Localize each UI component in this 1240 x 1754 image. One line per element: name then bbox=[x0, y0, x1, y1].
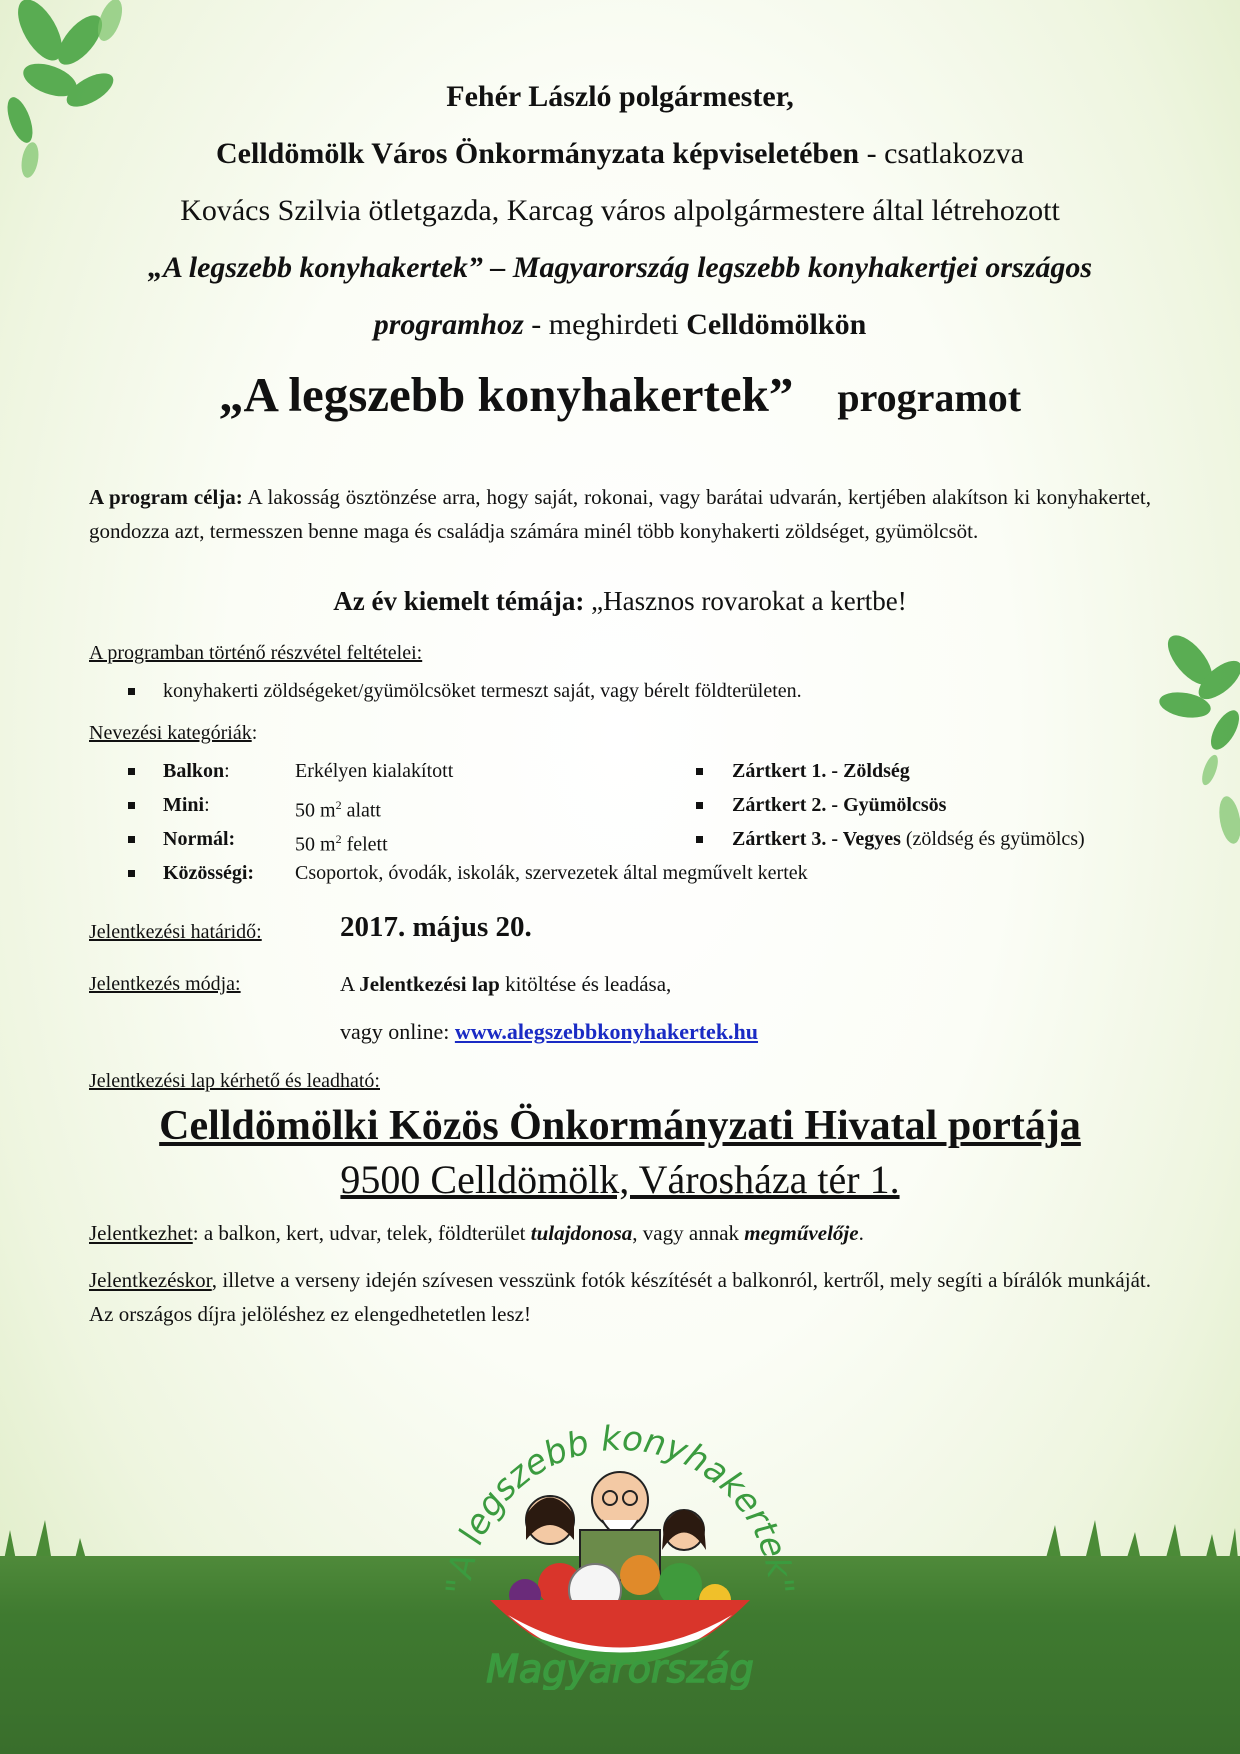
photos-paragraph: Jelentkezéskor, illetve a verseny idején szívesen vesszünk fotók készítését a balkonról, kertről, mely segíti a bírálók munkáját. Az országos díjra jelöléshez ez elengedhetetlen lesz! bbox=[89, 1268, 1151, 1326]
logo-arc-text: "A legszebb konyhakertek" bbox=[438, 1418, 802, 1596]
deadline-label: Jelentkezési határidő: bbox=[89, 921, 262, 943]
title-main: „A legszebb konyhakertek” bbox=[218, 367, 794, 422]
category-kozossegi: Közösségi: bbox=[163, 862, 255, 884]
bullet bbox=[128, 802, 135, 809]
bullet bbox=[128, 836, 135, 843]
header-block bbox=[89, 68, 1151, 353]
category-normal-desc: 50 $m^2$ felett bbox=[295, 832, 388, 856]
category-kozossegi-desc: Csoportok, óvodák, iskolák, szervezetek által megművelt kertek bbox=[295, 862, 808, 884]
page-title bbox=[89, 366, 1151, 436]
header-line-2: Celldömölk Város Önkormányzata képviseletében - csatlakozva bbox=[216, 137, 1024, 170]
theme-line: Az év kiemelt témája: „Hasznos rovarokat a kertbe! bbox=[333, 586, 907, 616]
pickup-label: Jelentkezési lap kérhető és leadható: bbox=[89, 1070, 380, 1092]
bullet bbox=[128, 870, 135, 877]
bullet bbox=[696, 802, 703, 809]
bullet bbox=[696, 768, 703, 775]
condition-item: konyhakerti zöldségeket/gyümölcsöket termeszt saját, vagy bérelt földterületen. bbox=[163, 680, 802, 702]
bullet bbox=[128, 688, 135, 695]
category-zartkert-1: Zártkert 1. - Zöldség bbox=[732, 760, 910, 782]
method-label: Jelentkezés módja: bbox=[89, 973, 241, 995]
online-line: vagy online: www.alegszebbkonyhakertek.hu bbox=[340, 1019, 759, 1044]
deadline-value: 2017. május 20. bbox=[340, 911, 532, 943]
goal-paragraph: A program célja: A lakosság ösztönzése arra, hogy saját, rokonai, vagy barátai udvarán, kertjében alakítson ki konyhakertet, gondozza azt, termesszen benne maga és családja számára minél több konyhakerti zöldséget, gyümölcsöt. bbox=[89, 485, 1152, 543]
method-text: A Jelentkezési lap kitöltése és leadása, bbox=[340, 972, 672, 996]
bullet bbox=[696, 836, 703, 843]
pickup-place: Celldömölki Közös Önkormányzati Hivatal portája bbox=[159, 1103, 1081, 1149]
pickup-address: 9500 Celldömölk, Városháza tér 1. bbox=[340, 1157, 900, 1202]
category-balkon-desc: Erkélyen kialakított bbox=[295, 760, 454, 782]
title-suffix: programot bbox=[837, 375, 1022, 420]
header-line-5: programhoz - meghirdeti Celldömölkön bbox=[373, 308, 867, 341]
bullet bbox=[128, 768, 135, 775]
header-line-1: Fehér László polgármester, bbox=[446, 80, 794, 113]
header-line-4: „A legszebb konyhakertek” – Magyarország legszebb konyhakertjei országos bbox=[147, 251, 1093, 284]
categories-label: Nevezési kategóriák: bbox=[89, 722, 258, 744]
program-logo bbox=[430, 1400, 810, 1690]
category-balkon: Balkon: bbox=[163, 760, 230, 782]
header-line-3: Kovács Szilvia ötletgazda, Karcag város alpolgármestere által létrehozott bbox=[180, 194, 1060, 227]
category-mini: Mini: bbox=[163, 794, 210, 816]
category-zartkert-2: Zártkert 2. - Gyümölcsös bbox=[732, 794, 947, 816]
website-link[interactable]: www.alegszebbkonyhakertek.hu bbox=[454, 1019, 759, 1044]
eligible-line: Jelentkezhet: a balkon, kert, udvar, telek, földterület tulajdonosa, vagy annak megművelője. bbox=[89, 1221, 864, 1245]
logo-bottom-text: Magyarország bbox=[486, 1647, 754, 1690]
category-normal: Normál: bbox=[163, 828, 236, 850]
category-zartkert-3: Zártkert 3. - Vegyes (zöldség és gyümölcs) bbox=[732, 828, 1085, 850]
category-mini-desc: 50 $m^2$ alatt bbox=[295, 798, 381, 822]
conditions-label: A programban történő részvétel feltételei: bbox=[89, 642, 423, 664]
